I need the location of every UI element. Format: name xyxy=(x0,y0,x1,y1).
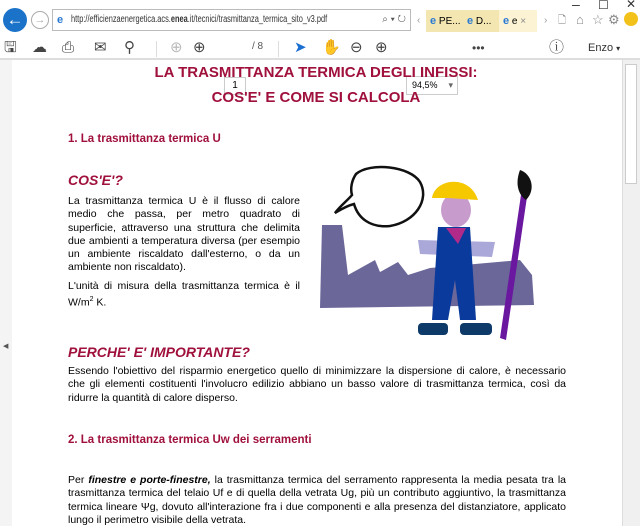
scrollbar-thumb[interactable] xyxy=(625,64,637,184)
ie-icon: e xyxy=(503,15,510,27)
text-line: superficie, attraverso una struttura che delimita xyxy=(68,221,300,234)
save-icon[interactable]: 🖫 xyxy=(4,39,17,56)
smiley-feedback-icon[interactable] xyxy=(624,12,638,26)
tab-label: PE... xyxy=(438,16,461,27)
text-line: L'unità di misura della trasmittanza termica è il xyxy=(68,280,300,292)
bold-text: finestre e porte-finestre, xyxy=(88,474,211,486)
cose-paragraph xyxy=(68,195,300,275)
unit-paragraph xyxy=(68,280,300,310)
zoom-in-icon[interactable]: ⊕ xyxy=(375,39,388,56)
star-icon[interactable]: ☆ xyxy=(592,12,604,27)
more-options-icon[interactable]: ••• xyxy=(472,41,485,55)
address-bar[interactable] xyxy=(52,9,411,31)
page-number-input[interactable]: 1 xyxy=(224,77,246,95)
minimize-button[interactable]: – xyxy=(572,0,580,12)
boot xyxy=(460,323,492,335)
worker-illustration xyxy=(320,160,540,345)
unit-text: W/m xyxy=(68,296,90,309)
left-panel-strip xyxy=(0,60,12,526)
select-cursor-icon[interactable]: ➤ xyxy=(294,39,307,56)
chevron-down-icon: ▾ xyxy=(616,44,621,53)
serramenti-paragraph xyxy=(68,474,566,527)
tab-scroll-right[interactable]: › xyxy=(544,15,548,26)
upload-cloud-icon[interactable]: ☁ xyxy=(32,39,47,56)
url-domain: enea xyxy=(170,14,188,25)
previous-page-icon[interactable]: ⊕ xyxy=(170,39,183,56)
unit-text: K. xyxy=(93,296,107,309)
tab-scroll-left[interactable]: ‹ xyxy=(417,15,421,26)
unit-value xyxy=(68,293,300,310)
maximize-button[interactable]: ☐ xyxy=(598,0,609,12)
text-line: ambiente non riscaldato). xyxy=(68,261,186,274)
text: Per xyxy=(68,474,89,486)
close-tab-icon[interactable]: × xyxy=(520,16,527,27)
search-refresh-icons[interactable]: ⌕ ▾ ↻ xyxy=(382,14,406,25)
mail-icon[interactable]: ✉ xyxy=(94,39,107,56)
expand-panel-icon[interactable]: ◀ xyxy=(3,343,9,350)
divider xyxy=(156,41,157,57)
forward-button[interactable]: → xyxy=(31,11,49,29)
gear-icon[interactable]: ⚙ xyxy=(608,12,620,27)
help-icon[interactable]: ⓘ xyxy=(549,39,565,56)
ie-icon: e xyxy=(467,15,474,27)
home-icon[interactable]: ⌂ xyxy=(576,12,584,27)
text: la trasmittanza termica del serramento rappresenta la media pesata tra la trasmittanza termica del telaio Uf e di quella della vetrata Ug, più un contributo aggiuntivo, la trasmittanza termica lineare Ψg, dovuto all'interazione fra i due componenti e alla presenza del distanziatore, applicato lungo il perimetro visibile della vetrata. xyxy=(68,474,567,526)
tab-1[interactable] xyxy=(426,10,463,32)
hand-tool-icon[interactable]: ✋ xyxy=(322,39,341,56)
cose-heading: COS'E'? xyxy=(68,172,123,188)
divider xyxy=(278,41,279,57)
text-line: La trasmittanza termica U è il flusso di calore xyxy=(68,195,300,207)
boot xyxy=(418,323,448,335)
tab-3-active[interactable] xyxy=(499,10,537,32)
page-total: / 8 xyxy=(252,41,264,52)
tab-label: D... xyxy=(475,16,492,27)
tab-label: e xyxy=(511,16,518,27)
hard-hat xyxy=(432,182,478,200)
perche-paragraph: Essendo l'obiettivo del risparmio energetico quello di minimizzare la dispersione di calore, è necessario che gli elementi costituenti l'involucro edilizio abbiano un basso valore di trasmittanza termica, così da ridurre la quantità di calore disperso. xyxy=(68,365,566,404)
user-name: Enzo xyxy=(588,42,614,54)
ie-page-icon: e xyxy=(57,14,64,26)
search-icon[interactable]: ⚲ xyxy=(124,39,135,56)
doc-title-line-2: COS'E' E COME SI CALCOLA xyxy=(211,89,421,106)
factory-silhouette xyxy=(320,225,534,308)
doc-title-line-1: LA TRASMITTANZA TERMICA DEGLI INFISSI: xyxy=(154,64,478,81)
brush-tip xyxy=(518,170,532,200)
new-tab-button[interactable]: 🗋 xyxy=(558,15,567,26)
text-line: un ambiente riscaldato dall'esterno, o da un xyxy=(68,248,300,261)
zoom-out-icon[interactable]: ⊖ xyxy=(350,39,363,56)
chevron-down-icon: ▾ xyxy=(448,80,453,90)
section-1-heading: 1. La trasmittanza termica U xyxy=(68,133,221,145)
zoom-value: 94,5% xyxy=(412,80,438,90)
url-text: .it/tecnici/trasmittanza_termica_sito_v3.pdf xyxy=(187,14,328,25)
url-text: http://efficienzaenergetica.acs. xyxy=(71,14,171,25)
perche-heading: PERCHE' E' IMPORTANTE? xyxy=(68,344,250,360)
ie-icon: e xyxy=(430,15,437,27)
user-menu[interactable] xyxy=(588,42,620,54)
close-button[interactable]: ✕ xyxy=(626,0,637,11)
unit-sup: 2 xyxy=(89,296,94,304)
text-line: medio che passa, per metro quadrato di xyxy=(68,208,300,221)
url[interactable] xyxy=(71,10,327,30)
tab-2[interactable] xyxy=(463,10,499,32)
next-page-icon[interactable]: ⊕ xyxy=(193,39,206,56)
browser-titlebar xyxy=(0,0,640,38)
back-button[interactable]: ← xyxy=(3,8,27,32)
speech-bubble xyxy=(335,167,423,226)
print-icon[interactable]: ⎙ xyxy=(62,39,75,56)
text-line: due ambienti a temperatura diversa (per esempio xyxy=(68,234,300,247)
section-2-heading: 2. La trasmittanza termica Uw dei serramenti xyxy=(68,434,312,446)
